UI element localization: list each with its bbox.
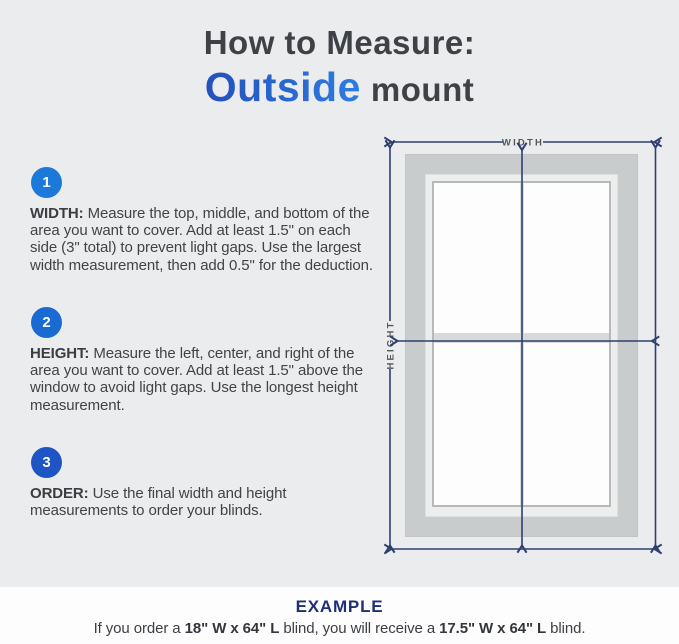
- step-1-badge: [31, 167, 62, 198]
- example-seg-4: blind.: [546, 620, 586, 637]
- step-order: [30, 447, 380, 519]
- step-1-text: [30, 205, 378, 274]
- title-highlight: Outside: [204, 64, 361, 110]
- title-line2: [0, 64, 679, 111]
- step-3-text: [30, 485, 378, 519]
- step-2-lead: HEIGHT:: [30, 345, 90, 362]
- example-sentence: [0, 620, 679, 637]
- step-2-text: [30, 345, 378, 414]
- step-3-number: 3: [42, 454, 51, 471]
- step-1-number: 1: [42, 174, 51, 191]
- example-heading: EXAMPLE: [295, 597, 384, 616]
- title-line1: How to Measure:: [203, 24, 476, 61]
- width-label: WIDTH: [501, 137, 545, 149]
- example-seg-2: blind, you will receive a: [279, 620, 440, 637]
- step-1-lead: WIDTH:: [30, 205, 84, 222]
- step-height: [30, 307, 380, 414]
- step-2-body: Measure the left, center, and right of the area you want to cover. Add at least 1.5" above the window to avoid light gaps. Use the longest height measurement.: [30, 345, 363, 414]
- example-seg-1: 18" W x 64" L: [184, 620, 280, 637]
- title-suffix: mount: [370, 71, 475, 108]
- step-1-body: Measure the top, middle, and bottom of the area you want to cover. Add at least 1.5" on each side (3" total) to prevent light gaps. Use the largest width measurement, then add 0.5" for the deduction.: [30, 205, 373, 274]
- step-3-lead: ORDER:: [30, 485, 89, 502]
- page-title: [0, 24, 679, 111]
- step-3-body: Use the final width and height measurements to order your blinds.: [30, 485, 287, 520]
- height-label: HEIGHT: [385, 320, 397, 370]
- step-3-badge: [31, 447, 62, 478]
- measurement-arrows: [380, 128, 670, 560]
- step-width: [30, 167, 380, 274]
- example-footer: [0, 587, 679, 644]
- example-seg-3: 17.5" W x 64" L: [439, 620, 547, 637]
- step-2-badge: [31, 307, 62, 338]
- example-seg-0: If you order a: [93, 620, 185, 637]
- step-2-number: 2: [42, 314, 51, 331]
